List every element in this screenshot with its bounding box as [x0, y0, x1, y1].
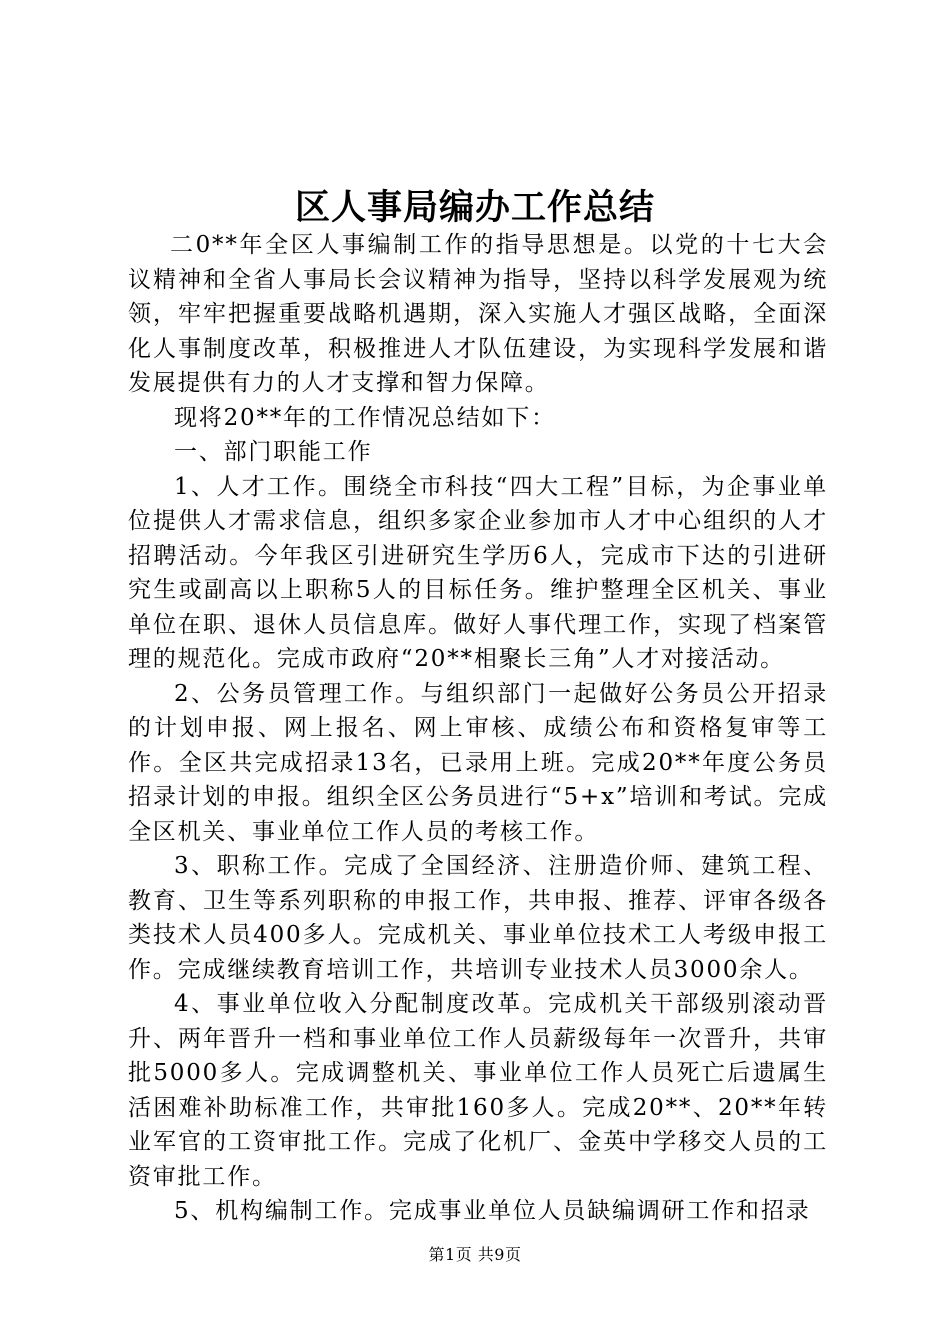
document-title: 区人事局编办工作总结 [294, 188, 655, 228]
paragraph-guiding-ideology: 二0**年全区人事编制工作的指导思想是。以党的十七大会议精神和全省人事局长会议精神为指导，坚持以科学发展观为统领，牢牢把握重要战略机遇期，深入实施人才强区战略，全面深化人事制度改革，积极推进人才队伍建设，为实现科学发展和谐发展提供有力的人才支撑和智力保障。 [128, 232, 828, 396]
paragraph-professional-titles: 3、职称工作。完成了全国经济、注册造价师、建筑工程、教育、卫生等系列职称的申报工作，共申报、推荐、评审各级各类技术人员400多人。完成机关、事业单位技术工人考级申报工作。完成继续教育培训工作，共培训专业技术人员3000余人。 [128, 853, 828, 983]
document-body [128, 228, 828, 1229]
section-heading-department-functions: 一、部门职能工作 [174, 439, 373, 465]
paragraph-talent-work: 1、人才工作。围绕全市科技“四大工程”目标，为企事业单位提供人才需求信息，组织多家企业参加市人才中心组织的人才招聘活动。今年我区引进研究生学历6人，完成市下达的引进研究生或副高以上职称5人的目标任务。维护整理全区机关、事业单位在职、退休人员信息库。做好人事代理工作，实现了档案管理的规范化。完成市政府“20**相聚长三角”人才对接活动。 [128, 473, 828, 672]
paragraph-institutional-staffing: 5、机构编制工作。完成事业单位人员缺编调研工作和招录 [174, 1198, 811, 1224]
paragraph-income-distribution-reform: 4、事业单位收入分配制度改革。完成机关干部级别滚动晋升、两年晋升一档和事业单位工作人员薪级每年一次晋升，共审批5000多人。完成调整机关、事业单位工作人员死亡后遗属生活困难补助标准工作，共审批160多人。完成20**、20**年转业军官的工资审批工作。完成了化机厂、金英中学移交人员的工资审批工作。 [128, 991, 828, 1190]
paragraph-civil-servant-management: 2、公务员管理工作。与组织部门一起做好公务员公开招录的计划申报、网上报名、网上审核、成绩公布和资格复审等工作。全区共完成招录13名，已录用上班。完成20**年度公务员招录计划的申报。组织全区公务员进行“5+x”培训和考试。完成全区机关、事业单位工作人员的考核工作。 [128, 680, 828, 845]
paragraph-summary-intro: 现将20**年的工作情况总结如下： [174, 404, 556, 431]
page-number-footer: 第1页 共9页 [428, 1245, 522, 1264]
